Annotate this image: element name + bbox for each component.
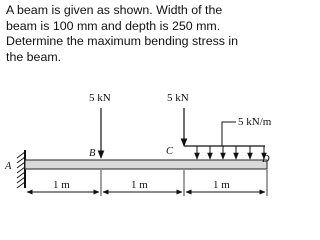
- beam: [25, 160, 267, 169]
- point-b-label: B: [89, 148, 96, 159]
- question-line-4: the beam.: [6, 49, 62, 64]
- distributed-load: [184, 146, 265, 159]
- point-a-label: A: [5, 161, 12, 172]
- dim-ab-label: 1 m: [53, 179, 70, 191]
- fixed-support-wall: [17, 150, 25, 188]
- point-c-label: C: [166, 146, 174, 157]
- dim-cd-label: 1 m: [213, 179, 230, 191]
- question-line-1: A beam is given as shown. Width of the: [6, 3, 223, 17]
- load-c-label: 5 kN: [167, 92, 189, 104]
- point-d-label: D: [262, 154, 270, 165]
- question-line-2: beam is 100 mm and depth is 250 mm.: [6, 18, 221, 33]
- udl-leader: [222, 122, 236, 146]
- dim-bc-label: 1 m: [131, 179, 148, 191]
- udl-label: 5 kN/m: [238, 116, 272, 128]
- question-line-3: Determine the maximum bending stress in: [6, 34, 239, 49]
- load-b-label: 5 kN: [89, 92, 111, 104]
